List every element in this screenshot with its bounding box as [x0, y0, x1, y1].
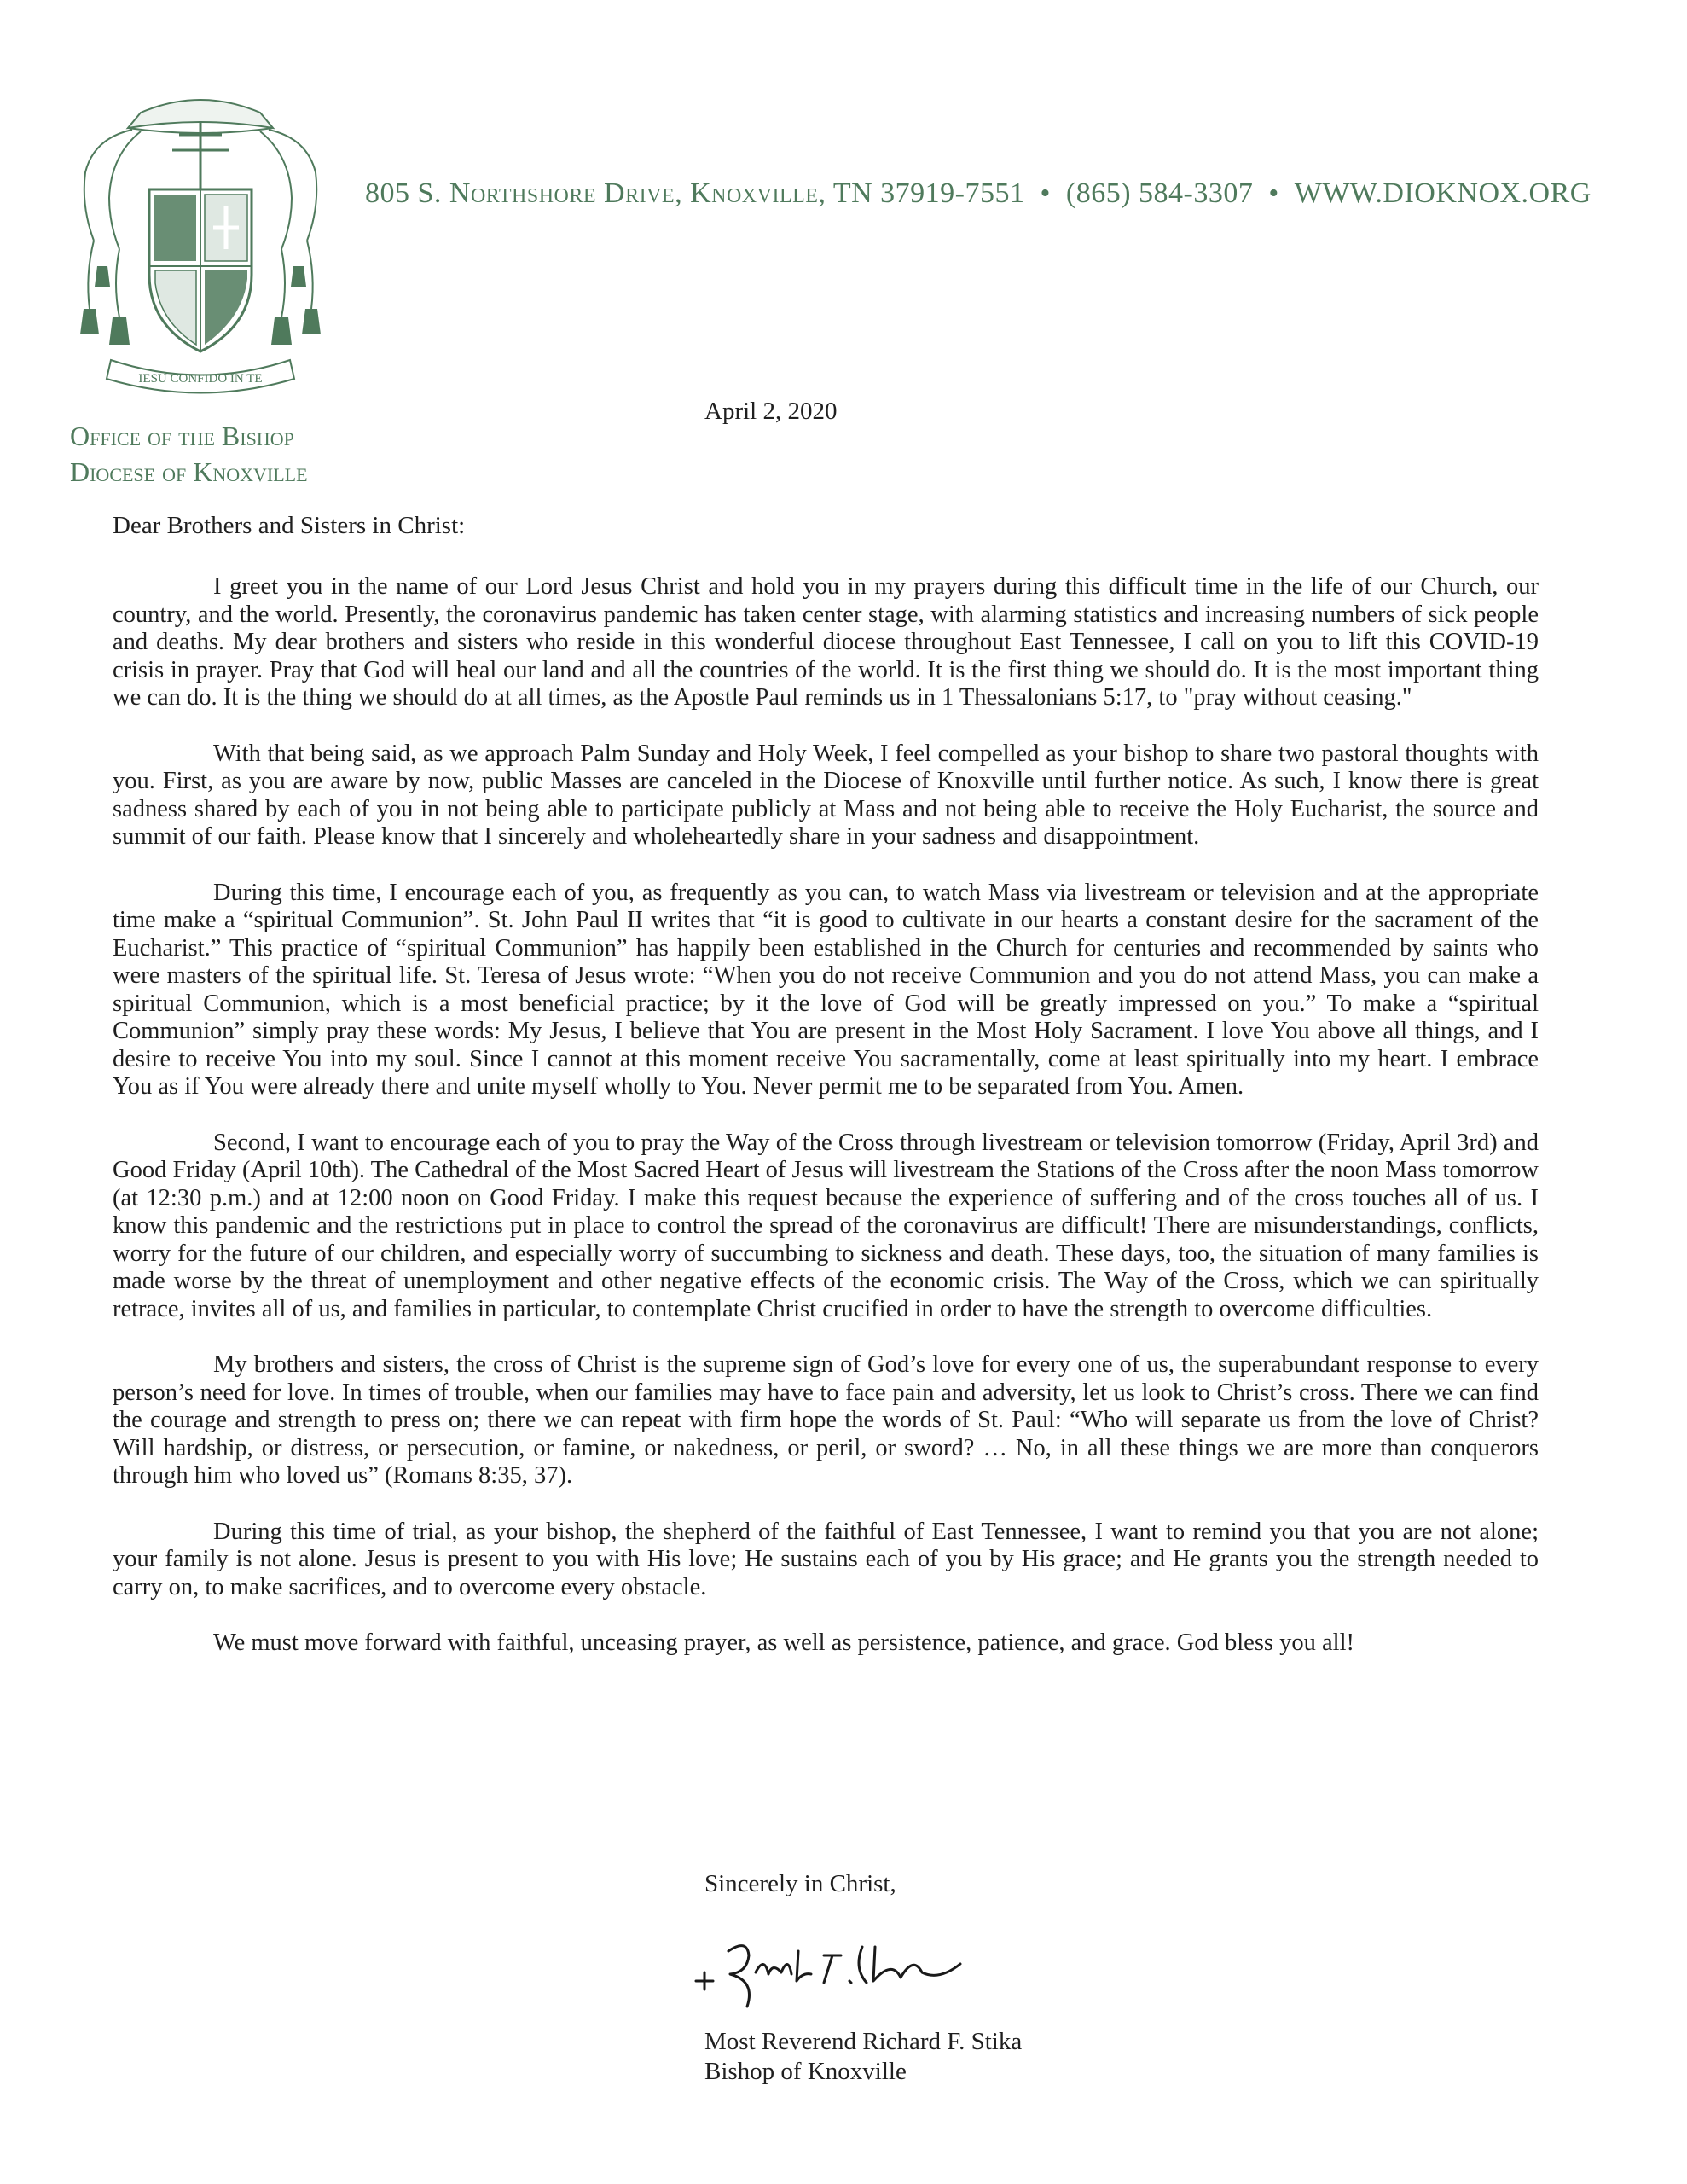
letterhead-contact [365, 177, 1602, 210]
paragraph: During this time, I encourage each of you, as frequently as you can, to watch Mass via livestream or television and at the appropriate time make a “spiritual Communion”. St. John Paul II writes that “it is good to cultivate in our hearts a constant desire for the sacrament of the Eucharist.” This practice of “spiritual Communion” has happily been established in the Church for centuries and recommended by saints who were masters of the spiritual life. St. Teresa of Jesus wrote: “When you do not receive Communion and you do not attend Mass, you can make a spiritual Communion, which is a most beneficial practice; by it the love of God will be greatly impressed on you.” To make a “spiritual Communion” simply pray these words: My Jesus, I believe that You are present in the Most Holy Sacrament. I love You above all things, and I desire to receive You into my soul. Since I cannot at this moment receive You sacramentally, come at least spiritually into my heart. I embrace You as if You were already there and unite myself wholly to You. Never permit me to be separated from You. Amen. [113, 879, 1539, 1100]
paragraph: We must move forward with faithful, unceasing prayer, as well as persistence, patience, and grace. God bless you all! [213, 1629, 1354, 1656]
paragraph: With that being said, as we approach Palm Sunday and Holy Week, I feel compelled as your bishop to share two pastoral thoughts with you. First, as you are aware by now, public Masses are canceled in the Diocese of Knoxville until further notice. As such, I know there is great sadness shared by each of you in not being able to participate publicly at Mass and not being able to receive the Holy Eucharist, the source and summit of our faith. Please know that I sincerely and wholeheartedly share in your sadness and disappointment. [113, 740, 1539, 850]
signer-name: Most Reverend Richard F. Stika [704, 2028, 1023, 2055]
office-line-2: Diocese of Knoxville [70, 456, 308, 487]
paragraph: My brothers and sisters, the cross of Christ is the supreme sign of God’s love for every one of us, the superabundant response to every person’s need for love. In times of trouble, when our families may have to face pain and adversity, let us look to Christ’s cross. There we can find the courage and strength to press on; there we can repeat with firm hope the words of St. Paul: “Who will separate us from the love of Christ? Will hardship, or distress, or persecution, or famine, or nakedness, or peril, or sword? … No, in all these things we are more than conquerors through him who loved us” (Romans 8:35, 37). [113, 1351, 1539, 1489]
signer-title: Bishop of Knoxville [704, 2058, 907, 2085]
office-title [70, 418, 308, 490]
office-line-1: Office of the Bishop [70, 421, 294, 451]
paragraph: I greet you in the name of our Lord Jesus Christ and hold you in my prayers during this difficult time in the life of our Church, our country, and the world. Presently, the coronavirus pandemic has taken center stage, with alarming statistics and increasing numbers of sick people and deaths. My dear brothers and sisters who reside in this wonderful diocese throughout East Tennessee, I call on you to lift this COVID-19 crisis in prayer. Pray that God will heal our land and all the countries of the world. It is the first thing we should do. It is the most important thing we can do. It is the thing we should do at all times, as the Apostle Paul reminds us in 1 Thessalonians 5:17, to "pray without ceasing." [113, 573, 1539, 711]
separator-dot: • [1268, 177, 1279, 209]
signer-block [704, 2027, 1022, 2087]
letter-date: April 2, 2020 [704, 398, 838, 425]
closing: Sincerely in Christ, [704, 1870, 896, 1897]
paragraph: Second, I want to encourage each of you to pray the Way of the Cross through livestream or television tomorrow (Friday, April 3rd) and Good Friday (April 10th). The Cathedral of the Most Sacred Heart of Jesus will livestream the Stations of the Cross after the noon Mass tomorrow (at 12:30 p.m.) and at 12:00 noon on Good Friday. I make this request because the experience of suffering and of the cross touches all of us. I know this pandemic and the restrictions put in place to control the spread of the coronavirus are difficult! There are misunderstandings, conflicts, worry for the future of our children, and especially worry of succumbing to sickness and death. These days, too, the situation of many families is made worse by the threat of unemployment and other negative effects of the economic crisis. The Way of the Cross, which we can spiritually retrace, invites all of us, and families in particular, to contemplate Christ crucified in order to have the strength to overcome difficulties. [113, 1129, 1539, 1322]
crest-motto: IESU CONFIDO IN TE [138, 372, 263, 386]
signature-icon [687, 1921, 969, 2015]
paragraph: During this time of trial, as your bishop, the shepherd of the faithful of East Tennessee, I want to remind you that you are not alone; your family is not alone. Jesus is present to you with His love; He sustains each of you by His grace; and He grants you the strength needed to carry on, to make sacrifices, and to overcome every obstacle. [113, 1518, 1539, 1600]
letterhead-website[interactable]: WWW.DIOKNOX.ORG [1294, 177, 1591, 209]
letterhead-address: 805 S. Northshore Drive, Knoxville, TN 37919-7551 [365, 177, 1025, 209]
separator-dot: • [1040, 177, 1051, 209]
salutation: Dear Brothers and Sisters in Christ: [113, 512, 466, 539]
letterhead-phone: (865) 584-3307 [1065, 177, 1254, 209]
letter-body [113, 573, 1539, 1686]
coat-of-arms-icon [60, 78, 341, 403]
